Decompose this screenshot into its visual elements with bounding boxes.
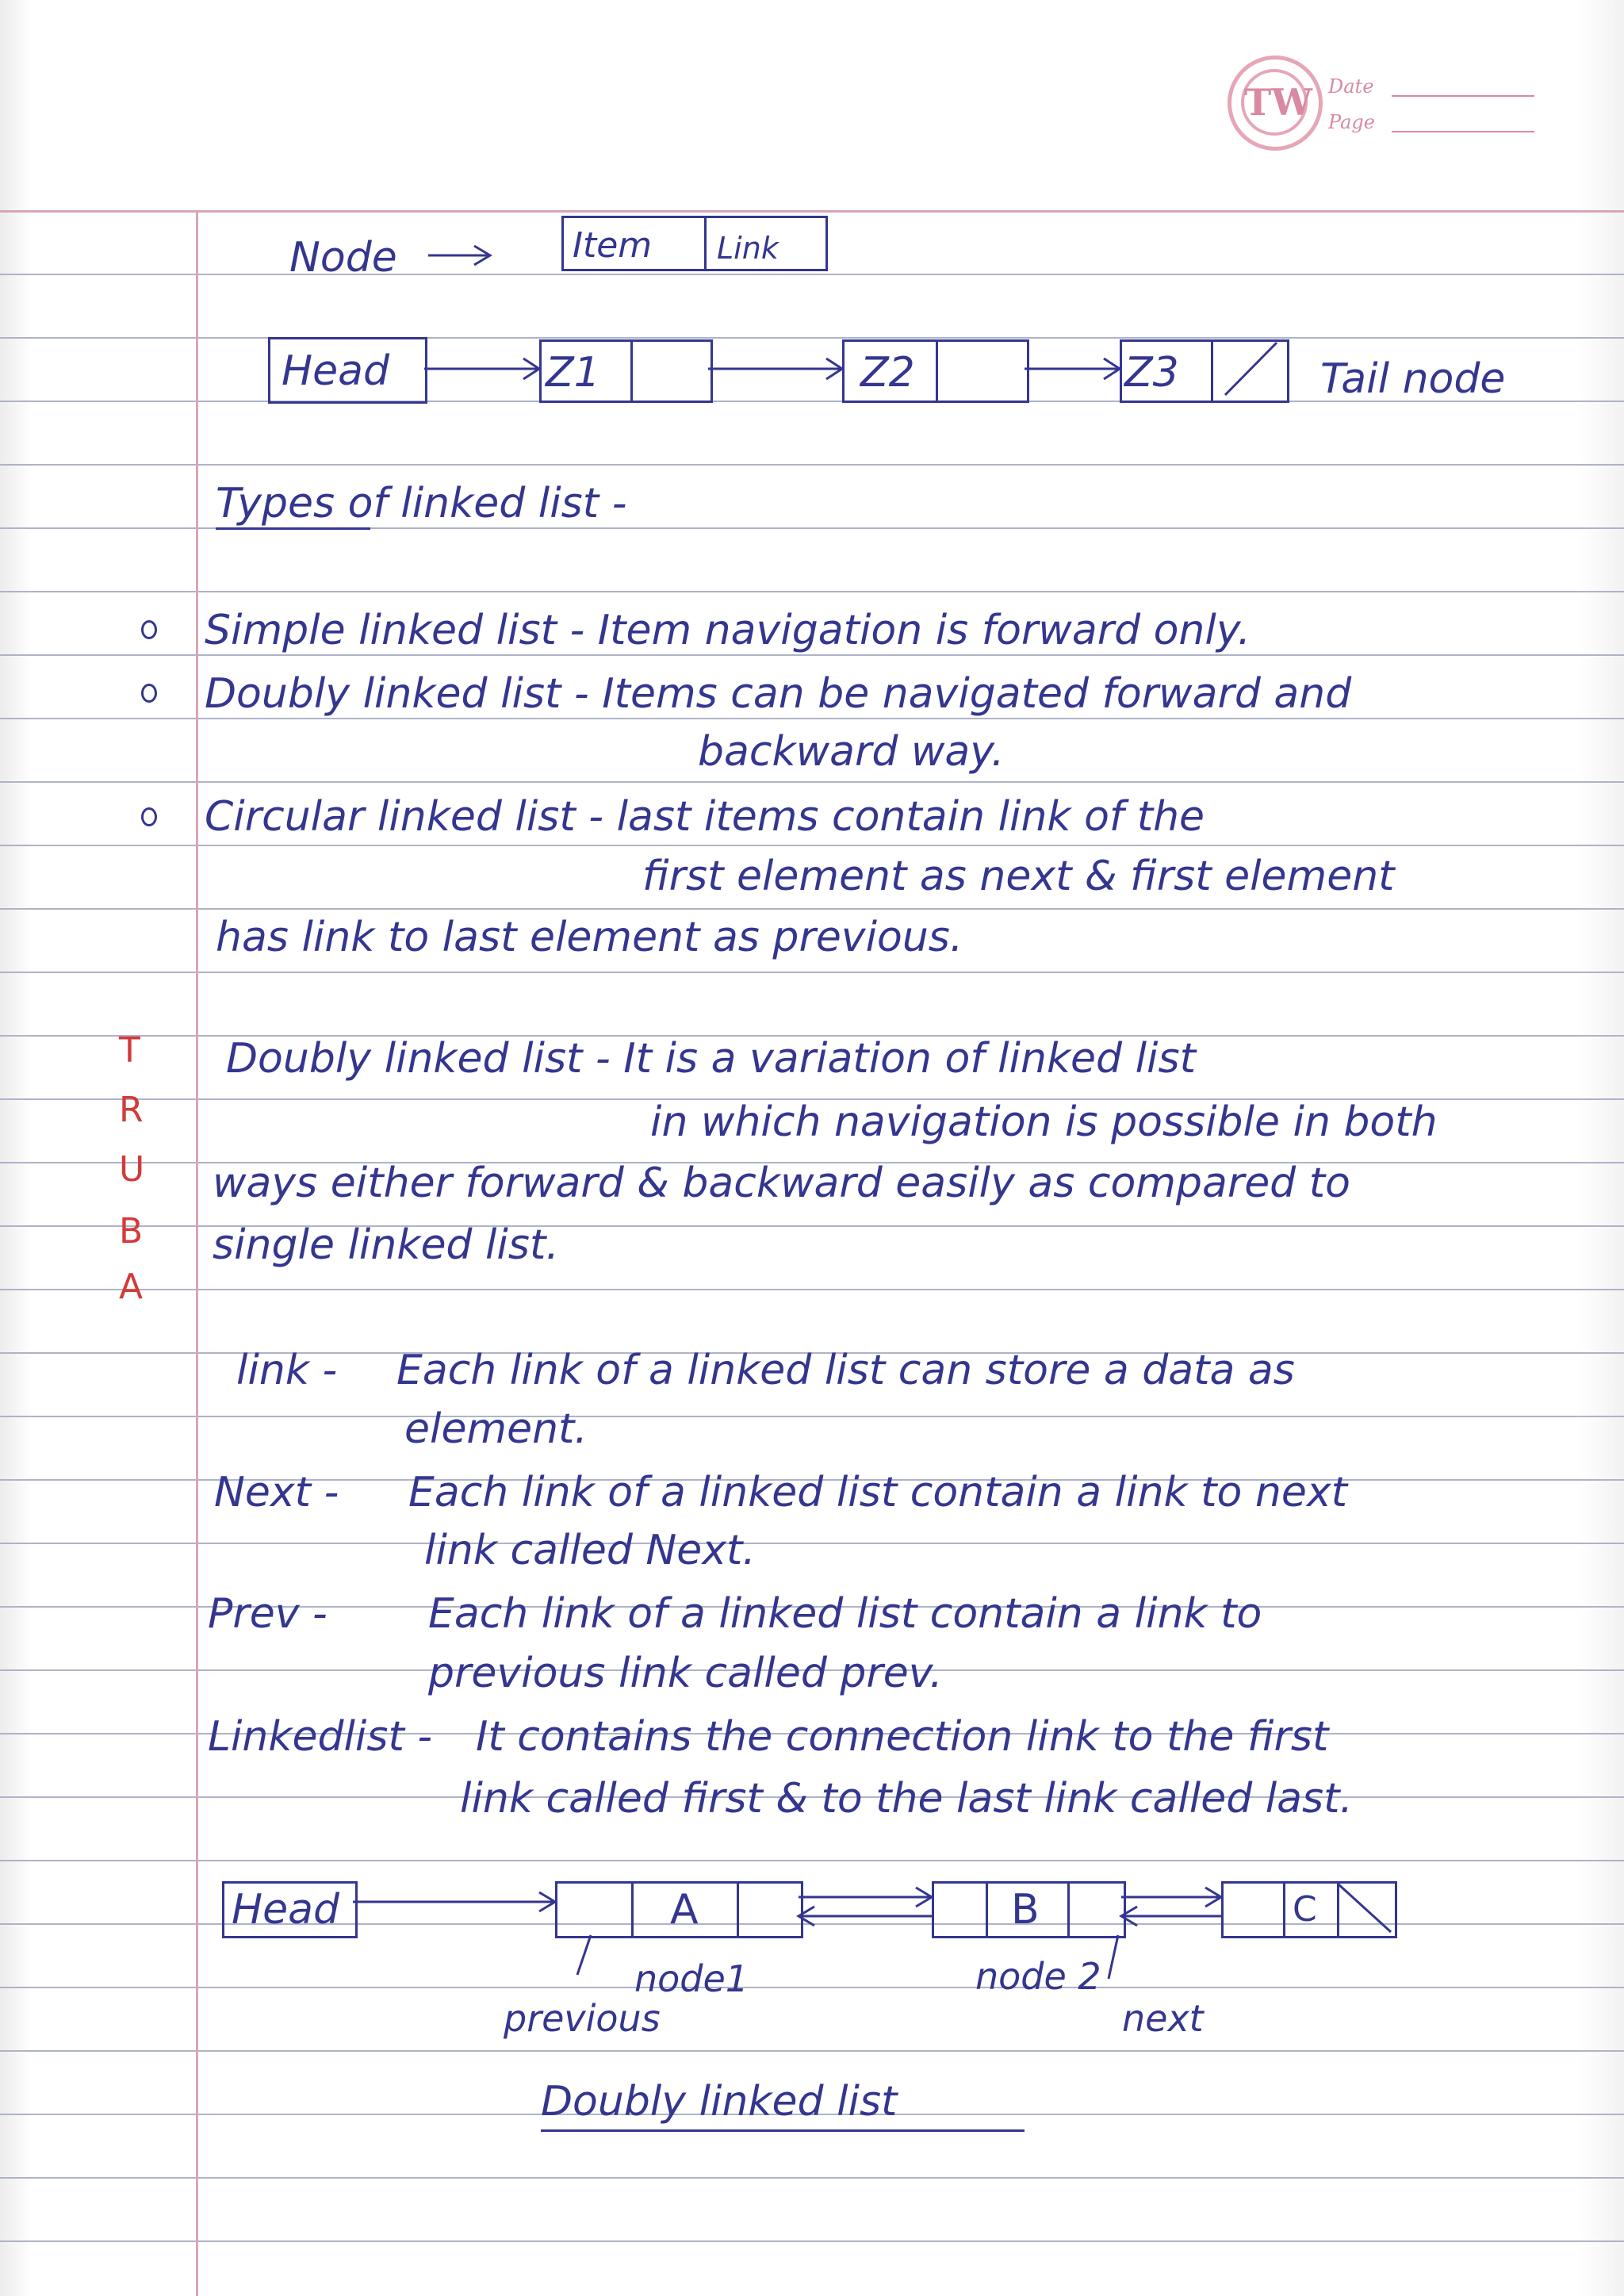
tail-null-slash [1225,343,1277,395]
term-link-def: Each link of a linked list can store a data as [396,1347,1295,1394]
node-label: Node [289,234,397,282]
term-linkedlist: Linkedlist - [208,1713,433,1761]
next-pointer [1109,1935,1118,1979]
types-heading: Types of linked list - [216,480,627,527]
head-text: Head [282,347,389,395]
type-circular-cont2: has link to last element as previous. [216,914,963,961]
node-item-text: Item [573,225,653,266]
term-next-def2: link called Next. [424,1527,756,1574]
term-next-def: Each link of a linked list contain a link to next [408,1469,1348,1516]
term-link-def2: element. [404,1405,588,1453]
type-doubly-cont: backward way. [698,728,1005,776]
type-simple: Simple linked list - Item navigation is forward only. [205,607,1251,654]
type-circular-cont: first element as next & first element [642,853,1395,900]
date-label: Date [1328,75,1374,98]
term-linkedlist-def: It contains the connection link to the first [476,1713,1329,1761]
term-prev-def: Each link of a linked list contain a link to [428,1590,1262,1638]
margin-letter: B [119,1211,144,1251]
node2-label: node 2 [975,1955,1101,1998]
term-prev-def2: previous link called prev. [428,1650,943,1697]
previous-label: previous [504,1997,661,2040]
margin-letter: A [119,1267,144,1307]
dll-head-text: Head [232,1886,339,1934]
logo-monogram: TW [1241,69,1308,136]
margin-letter: U [119,1149,145,1190]
term-link: link - [236,1347,338,1394]
z3-text: Z3 [1124,349,1179,397]
margin-letter: R [119,1090,144,1130]
term-linkedlist-def2: link called first & to the last link called last. [460,1775,1354,1823]
z2-text: Z2 [860,349,915,397]
doubly-para-line2: in which navigation is possible in both [650,1098,1438,1146]
type-doubly: Doubly linked list - Items can be navigated forward and [205,670,1352,718]
doubly-para-line3: ways either forward & backward easily as compared to [213,1159,1350,1207]
node-b-text: B [1011,1886,1040,1934]
node-link-text: Link [717,231,779,266]
doubly-para-line4: single linked list. [213,1221,559,1269]
page-label: Page [1328,111,1375,133]
doubly-para-line1: Doubly linked list - It is a variation of linked list [226,1035,1196,1083]
previous-pointer [577,1935,591,1975]
margin-letter: T [119,1030,140,1071]
type-circular: Circular linked list - last items contain link of the [205,793,1205,841]
node1-label: node1 [634,1957,749,2000]
c-null-slash [1339,1884,1391,1932]
node-c-text: C [1293,1889,1317,1930]
term-prev: Prev - [208,1590,327,1638]
tail-node-label: Tail node [1320,355,1506,403]
node-a-text: A [670,1886,699,1934]
term-next: Next - [214,1469,339,1516]
dll-caption: Doubly linked list [541,2078,898,2125]
z1-text: Z1 [546,349,600,397]
next-label: next [1122,1997,1204,2040]
